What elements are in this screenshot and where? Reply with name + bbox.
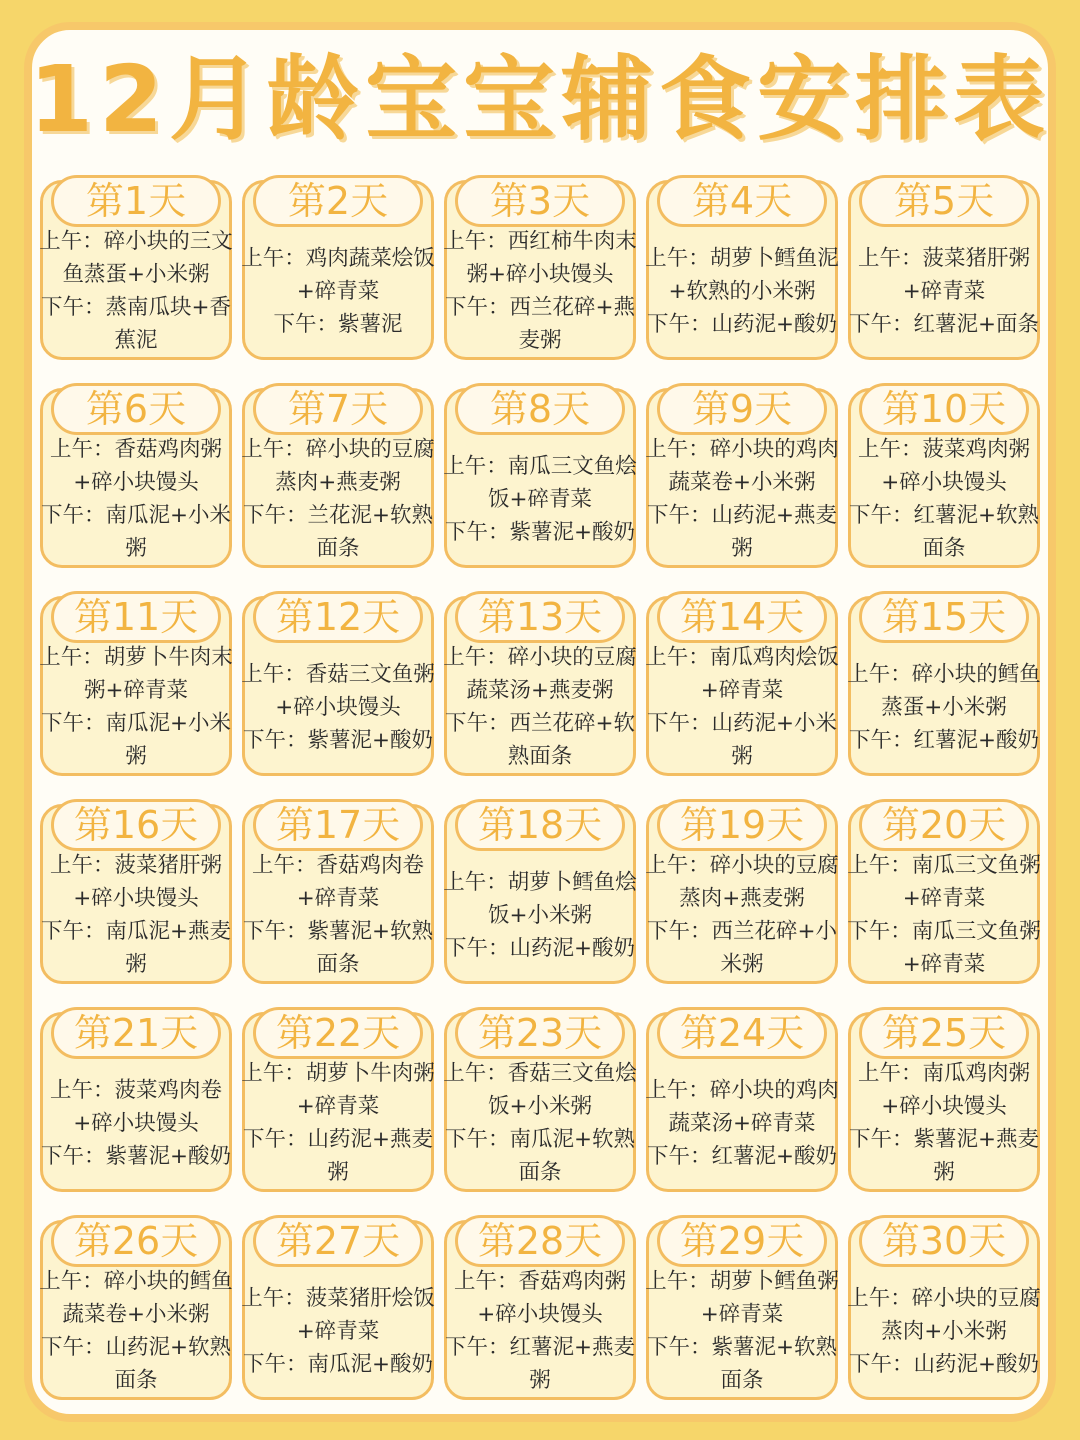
day-card xyxy=(848,596,1040,776)
day-label: 第26天 xyxy=(51,1215,221,1267)
morning-meal: 上午：胡萝卜牛肉粥+碎青菜 xyxy=(241,1061,435,1119)
day-label: 第27天 xyxy=(253,1215,423,1267)
day-card xyxy=(40,1012,232,1192)
page-title: 12月龄宝宝辅食安排表 xyxy=(28,46,1052,153)
day-card xyxy=(646,180,838,360)
afternoon-meal: 下午：南瓜泥+酸奶 xyxy=(242,1351,433,1377)
morning-meal: 上午：鸡肉蔬菜烩饭+碎青菜 xyxy=(241,245,435,304)
day-card xyxy=(242,596,434,776)
meal-plan xyxy=(843,855,1045,975)
meal-plan xyxy=(237,647,439,767)
day-label: 第23天 xyxy=(455,1007,625,1059)
meal-plan xyxy=(237,855,439,975)
afternoon-meal: 下午：西兰花碎+燕麦粥 xyxy=(444,295,635,353)
day-label: 第7天 xyxy=(253,383,423,435)
morning-meal: 上午：菠菜猪肝粥+碎青菜 xyxy=(857,245,1030,304)
day-label: 第17天 xyxy=(253,799,423,851)
afternoon-meal: 下午：西兰花碎+小米粥 xyxy=(646,919,837,977)
afternoon-meal: 下午：紫薯泥+酸奶 xyxy=(444,519,635,545)
meal-plan xyxy=(439,231,641,351)
day-card xyxy=(646,388,838,568)
day-card xyxy=(40,596,232,776)
afternoon-meal: 下午：南瓜泥+小米粥 xyxy=(40,711,231,769)
day-label: 第25天 xyxy=(859,1007,1029,1059)
morning-meal: 上午：碎小块的豆腐蒸肉+燕麦粥 xyxy=(241,437,435,495)
meal-plan xyxy=(237,439,439,559)
afternoon-meal: 下午：南瓜泥+小米粥 xyxy=(40,503,231,561)
meal-plan xyxy=(439,439,641,559)
day-card xyxy=(444,804,636,984)
afternoon-meal: 下午：红薯泥+酸奶 xyxy=(848,727,1039,753)
morning-meal: 上午：南瓜鸡肉粥+碎小块馒头 xyxy=(857,1061,1030,1119)
afternoon-meal: 下午：山药泥+小米粥 xyxy=(646,711,837,769)
morning-meal: 上午：香菇鸡肉粥+碎小块馒头 xyxy=(49,437,222,495)
day-label: 第30天 xyxy=(859,1215,1029,1267)
morning-meal: 上午：香菇三文鱼烩饭+小米粥 xyxy=(443,1061,637,1119)
morning-meal: 上午：菠菜鸡肉卷+碎小块馒头 xyxy=(49,1077,222,1136)
meal-plan xyxy=(439,1271,641,1391)
day-card xyxy=(848,180,1040,360)
meal-plan xyxy=(237,1063,439,1183)
morning-meal: 上午：胡萝卜鳕鱼泥+软熟的小米粥 xyxy=(645,245,839,304)
day-card xyxy=(242,1220,434,1400)
morning-meal: 上午：胡萝卜鳕鱼粥+碎青菜 xyxy=(645,1269,839,1327)
day-card xyxy=(242,180,434,360)
morning-meal: 上午：香菇三文鱼粥+碎小块馒头 xyxy=(241,661,435,720)
day-label: 第12天 xyxy=(253,591,423,643)
day-label: 第1天 xyxy=(51,175,221,227)
afternoon-meal: 下午：红薯泥+软熟面条 xyxy=(848,503,1039,561)
morning-meal: 上午：菠菜鸡肉粥+碎小块馒头 xyxy=(857,437,1030,495)
morning-meal: 上午：碎小块的豆腐蒸肉+燕麦粥 xyxy=(645,853,839,911)
meal-plan xyxy=(843,439,1045,559)
day-label: 第22天 xyxy=(253,1007,423,1059)
meal-grid xyxy=(40,170,1040,1400)
day-card xyxy=(848,1012,1040,1192)
morning-meal: 上午：西红柿牛肉末粥+碎小块馒头 xyxy=(443,229,637,287)
meal-plan xyxy=(237,1271,439,1391)
meal-plan xyxy=(439,647,641,767)
day-card xyxy=(646,804,838,984)
morning-meal: 上午：碎小块的豆腐蔬菜汤+燕麦粥 xyxy=(443,645,637,703)
day-card xyxy=(646,1220,838,1400)
day-label: 第10天 xyxy=(859,383,1029,435)
meal-plan xyxy=(35,439,237,559)
day-card xyxy=(646,596,838,776)
day-label: 第21天 xyxy=(51,1007,221,1059)
meal-plan xyxy=(439,855,641,975)
day-label: 第13天 xyxy=(455,591,625,643)
day-label: 第11天 xyxy=(51,591,221,643)
day-label: 第8天 xyxy=(455,383,625,435)
afternoon-meal: 下午：西兰花碎+软熟面条 xyxy=(444,711,635,769)
morning-meal: 上午：菠菜猪肝粥+碎小块馒头 xyxy=(49,853,222,911)
morning-meal: 上午：碎小块的鸡肉蔬菜卷+小米粥 xyxy=(645,437,839,495)
day-label: 第28天 xyxy=(455,1215,625,1267)
afternoon-meal: 下午：红薯泥+酸奶 xyxy=(646,1143,837,1169)
day-card xyxy=(40,388,232,568)
afternoon-meal: 下午：山药泥+燕麦粥 xyxy=(646,503,837,561)
morning-meal: 上午：碎小块的三文鱼蒸蛋+小米粥 xyxy=(39,229,233,287)
day-card xyxy=(242,804,434,984)
meal-plan xyxy=(35,647,237,767)
day-card xyxy=(444,1012,636,1192)
day-label: 第14天 xyxy=(657,591,827,643)
day-label: 第16天 xyxy=(51,799,221,851)
meal-plan xyxy=(35,1271,237,1391)
morning-meal: 上午：香菇鸡肉卷+碎青菜 xyxy=(251,853,424,911)
day-card xyxy=(848,388,1040,568)
day-label: 第18天 xyxy=(455,799,625,851)
day-card xyxy=(242,1012,434,1192)
meal-plan xyxy=(35,855,237,975)
meal-plan xyxy=(641,647,843,767)
day-card xyxy=(646,1012,838,1192)
morning-meal: 上午：碎小块的豆腐蒸肉+小米粥 xyxy=(847,1285,1041,1344)
day-card xyxy=(444,596,636,776)
afternoon-meal: 下午：紫薯泥+酸奶 xyxy=(242,727,433,753)
morning-meal: 上午：胡萝卜鳕鱼烩饭+小米粥 xyxy=(443,869,637,928)
day-card xyxy=(40,1220,232,1400)
day-label: 第24天 xyxy=(657,1007,827,1059)
meal-plan xyxy=(237,231,439,351)
afternoon-meal: 下午：南瓜泥+燕麦粥 xyxy=(40,919,231,977)
day-label: 第19天 xyxy=(657,799,827,851)
afternoon-meal: 下午：山药泥+酸奶 xyxy=(848,1351,1039,1377)
day-card xyxy=(848,804,1040,984)
meal-plan xyxy=(843,1063,1045,1183)
meal-plan xyxy=(843,231,1045,351)
afternoon-meal: 下午：山药泥+软熟面条 xyxy=(40,1335,231,1393)
afternoon-meal: 下午：紫薯泥+燕麦粥 xyxy=(848,1127,1039,1185)
meal-plan xyxy=(641,855,843,975)
day-label: 第5天 xyxy=(859,175,1029,227)
afternoon-meal: 下午：红薯泥+面条 xyxy=(848,311,1039,337)
meal-plan xyxy=(641,231,843,351)
meal-plan xyxy=(641,1271,843,1391)
afternoon-meal: 下午：紫薯泥+酸奶 xyxy=(40,1143,231,1169)
afternoon-meal: 下午：蒸南瓜块+香蕉泥 xyxy=(40,295,231,353)
morning-meal: 上午：香菇鸡肉粥+碎小块馒头 xyxy=(453,1269,626,1327)
meal-plan xyxy=(35,1063,237,1183)
afternoon-meal: 下午：红薯泥+燕麦粥 xyxy=(444,1335,635,1393)
day-label: 第15天 xyxy=(859,591,1029,643)
meal-plan xyxy=(843,1271,1045,1391)
meal-plan xyxy=(641,1063,843,1183)
day-card xyxy=(444,1220,636,1400)
morning-meal: 上午：胡萝卜牛肉末粥+碎青菜 xyxy=(39,645,233,703)
afternoon-meal: 下午：紫薯泥 xyxy=(273,311,403,337)
afternoon-meal: 下午：南瓜泥+软熟面条 xyxy=(444,1127,635,1185)
day-label: 第2天 xyxy=(253,175,423,227)
day-label: 第6天 xyxy=(51,383,221,435)
day-label: 第9天 xyxy=(657,383,827,435)
morning-meal: 上午：南瓜鸡肉烩饭+碎青菜 xyxy=(645,645,839,703)
afternoon-meal: 下午：山药泥+燕麦粥 xyxy=(242,1127,433,1185)
afternoon-meal: 下午：山药泥+酸奶 xyxy=(444,935,635,961)
meal-plan xyxy=(35,231,237,351)
morning-meal: 上午：南瓜三文鱼烩饭+碎青菜 xyxy=(443,453,637,512)
morning-meal: 上午：菠菜猪肝烩饭+碎青菜 xyxy=(241,1285,435,1344)
morning-meal: 上午：碎小块的鸡肉蔬菜汤+碎青菜 xyxy=(645,1077,839,1136)
morning-meal: 上午：碎小块的鳕鱼蒸蛋+小米粥 xyxy=(847,661,1041,720)
day-card xyxy=(444,180,636,360)
meal-plan xyxy=(843,647,1045,767)
day-card xyxy=(848,1220,1040,1400)
day-label: 第29天 xyxy=(657,1215,827,1267)
afternoon-meal: 下午：山药泥+酸奶 xyxy=(646,311,837,337)
day-label: 第3天 xyxy=(455,175,625,227)
afternoon-meal: 下午：紫薯泥+软熟面条 xyxy=(242,919,433,977)
day-card xyxy=(242,388,434,568)
meal-plan xyxy=(439,1063,641,1183)
meal-plan xyxy=(641,439,843,559)
afternoon-meal: 下午：兰花泥+软熟面条 xyxy=(242,503,433,561)
day-card xyxy=(40,180,232,360)
day-card xyxy=(444,388,636,568)
day-label: 第4天 xyxy=(657,175,827,227)
day-label: 第20天 xyxy=(859,799,1029,851)
afternoon-meal: 下午：南瓜三文鱼粥+碎青菜 xyxy=(847,919,1041,977)
day-card xyxy=(40,804,232,984)
afternoon-meal: 下午：紫薯泥+软熟面条 xyxy=(646,1335,837,1393)
morning-meal: 上午：南瓜三文鱼粥+碎青菜 xyxy=(847,853,1041,911)
morning-meal: 上午：碎小块的鳕鱼蔬菜卷+小米粥 xyxy=(39,1269,233,1327)
